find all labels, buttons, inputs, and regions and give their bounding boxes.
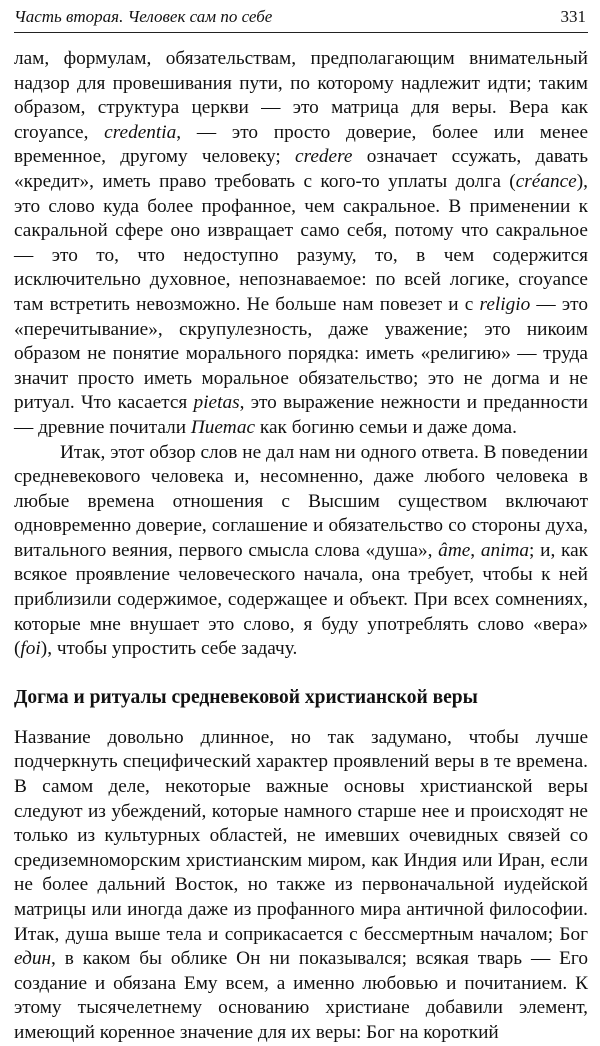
paragraph-2: [14, 441, 588, 662]
term-credere: credere: [295, 146, 353, 168]
term-edin: един: [14, 948, 52, 970]
paragraph-2-text: ), чтобы упростить себе задачу.: [40, 638, 298, 660]
paragraph-2-text: ; и, как всякое проявление человеческого начала, она требует, чтобы к ней приблизили содержимое, содержащее и объект. При всех сомнениях, которые мне внушает это слово, я буду употреблять слово «вера» (: [14, 539, 588, 660]
page-number: 331: [560, 7, 586, 26]
term-pietas: pietas: [193, 392, 240, 414]
paragraph-3: [14, 726, 588, 1046]
paragraph-1-text: , — это просто доверие, более или менее временное, другому человеку;: [14, 121, 589, 168]
term-ame: âme: [438, 539, 471, 561]
term-pietas-ru: Пиетас: [190, 416, 256, 438]
term-credentia: credentia: [104, 121, 177, 143]
paragraph-1-text: как богиню семьи и даже дома.: [255, 416, 517, 438]
term-anima: anima: [480, 539, 530, 561]
paragraph-1-text: , это выражение нежности и преданности — древние почитали: [14, 392, 589, 438]
paragraph-1-text: ), это слово куда более профанное, чем сакральное. В применении к сакральной сфере оно извращает само себя, потому что сакральное — это то, что недоступно разуму, то, в чем содержится исключительно духовное, непознаваемое: по всей логике, croyance там встретить невозможно. Не больше нам повезет и с: [14, 170, 588, 315]
paragraph-3-text: Название довольно длинное, но так задумано, чтобы лучше подчеркнуть специфический характер проявлений веры в те времена. В самом деле, некоторые важные основы христианской веры следуют из убеждений, которые намного старше нее и происходят не только из культурных областей, не имевших очевидных связей со средиземноморским христианским миром, как Индия или Иран, если не более дальний Восток, но также из первоначальной иудейской матрицы или иногда даже из профанного мира античной философии. Итак, душа выше тела и соприкасается с бессмертным началом; Бог: [14, 726, 588, 945]
paragraph-1-text: лам, формулам, обязательствам, предполагающим внимательный надзор для провешивания пути, по которому надлежит идти; таким образом, структура церкви — это матрица для веры. Вера как croyance,: [14, 48, 588, 143]
paragraph-3-text: , в каком бы облике Он ни показывался; всякая тварь — Его создание и обязана Ему всем, а именно любовью и почитанием. К этому тысячелетнему основанию христиане добавили элемент, имеющий коренное значение для их веры: Бог на короткий: [14, 948, 588, 1043]
running-header: [14, 6, 588, 33]
paragraph-1: [14, 47, 588, 441]
book-page: [14, 6, 588, 1046]
paragraph-1-text: — это «перечитывание», скрупулезность, даже уважение; это никоим образом не понятие морального порядка: иметь «религию» — труда значит просто иметь моральное обязательство; это не догма и не ритуал. Что касается: [14, 293, 588, 414]
term-creance: créance: [515, 170, 577, 192]
term-foi: foi: [20, 638, 41, 660]
paragraph-2-text: Итак, этот обзор слов не дал нам ни одного ответа. В поведении средневекового человека и, несомненно, даже любого человека в любые времена отношения с Высшим существом включают одновременно доверие, соглашение и обязательство со стороны духа, витального веяния, первого смысла слова «душа»,: [14, 441, 588, 561]
term-religio: religio: [479, 293, 531, 315]
paragraph-2-text: ,: [470, 539, 481, 561]
body-text: [14, 47, 588, 1046]
paragraph-1-text: означает ссужать, давать «кредит», иметь право требовать с кого-то уплаты долга (: [14, 146, 588, 192]
running-title: Часть вторая. Человек сам по себе: [14, 7, 273, 26]
section-heading: Догма и ритуалы средневековой христианской веры: [14, 686, 478, 708]
